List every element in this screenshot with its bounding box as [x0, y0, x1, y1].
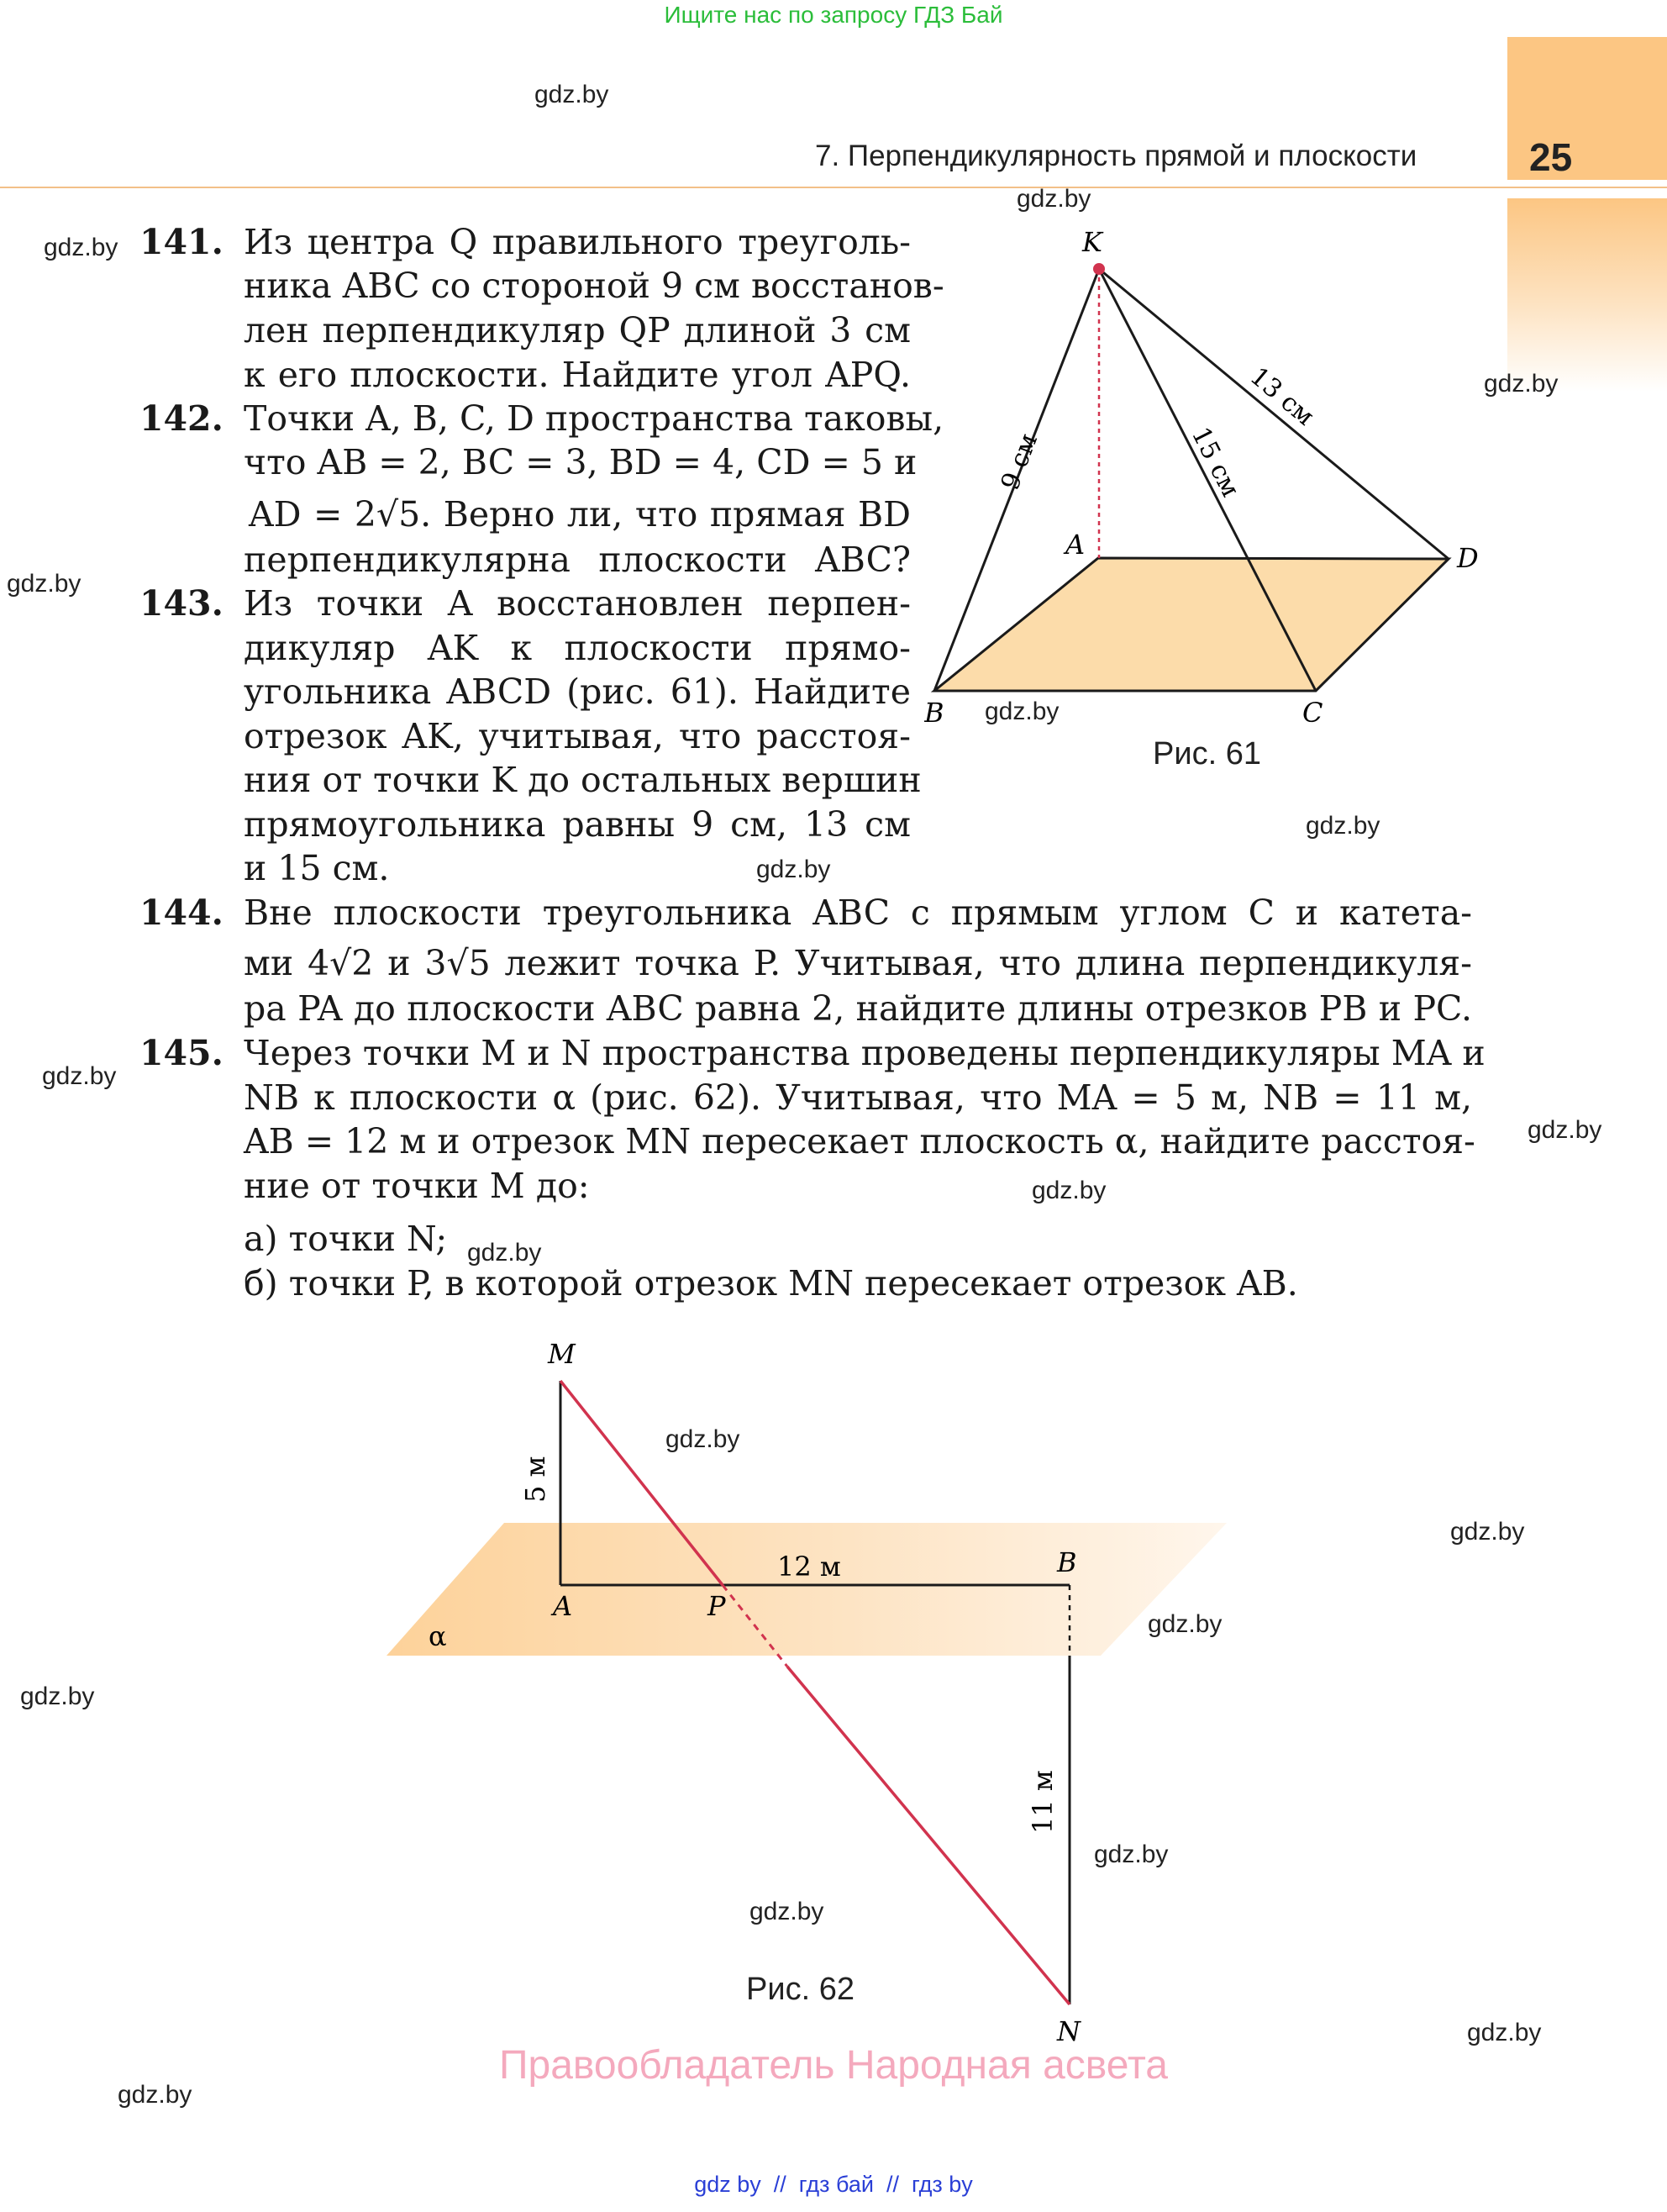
problem-number: 145. [139, 1033, 223, 1073]
problem-text-line: AB = 12 м и отрезок MN пересекает плоскость α, найдите расстоя- [244, 1121, 1475, 1161]
watermark: gdz.by [1148, 1610, 1223, 1638]
label-d: D [1457, 542, 1479, 574]
watermark: gdz.by [534, 81, 609, 108]
label-c: C [1302, 697, 1323, 729]
problem-text-line: лен перпендикуляр QP длиной 3 см [244, 310, 911, 350]
problem-text-line: дикуляр AK к плоскости прямо- [244, 628, 911, 668]
label-edge-kd: 13 см [1244, 361, 1320, 432]
problem-text-line: Вне плоскости треугольника ABC с прямым углом C и катета- [244, 893, 1472, 933]
problem-text-line: ние от точки M до: [244, 1166, 590, 1206]
problem-text-line: ра PA до плоскости ABC равна 2, найдите длины отрезков PB и PC. [244, 988, 1472, 1029]
label-edge-ma: 5 м [519, 1456, 551, 1503]
label-b: B [1057, 1546, 1077, 1578]
label-n: N [1057, 2015, 1081, 2047]
figure-62-caption: Рис. 62 [746, 1972, 855, 2007]
watermark: gdz.by [1017, 185, 1091, 213]
label-edge-kb: 9 см [995, 429, 1044, 494]
watermark: gdz.by [20, 1683, 95, 1710]
watermark: gdz.by [756, 856, 831, 883]
problem-text-line: отрезок AK, учитывая, что расстоя- [244, 716, 911, 756]
problem-number: 143. [139, 583, 223, 624]
watermark: gdz.by [665, 1425, 740, 1453]
label-m: M [548, 1338, 576, 1370]
label-edge-bn: 11 м [1027, 1770, 1059, 1834]
subquestion-a: а) точки N; [244, 1219, 448, 1259]
problem-number: 141. [139, 222, 223, 262]
watermark: gdz.by [44, 234, 118, 261]
watermark: gdz.by [749, 1898, 824, 1925]
chapter-title: 7. Перпендикулярность прямой и плоскости [815, 140, 1417, 172]
watermark: gdz.by [1484, 370, 1559, 398]
problem-text-line: прямоугольника равны 9 см, 13 см [244, 804, 911, 845]
label-alpha: α [429, 1620, 447, 1652]
label-a: A [553, 1590, 573, 1622]
subquestion-b: б) точки P, в которой отрезок MN пересекает отрезок AB. [244, 1263, 1298, 1304]
rectangle-abcd [934, 558, 1449, 691]
problem-text-line: Через точки M и N пространства проведены перпендикуляры MA и [244, 1033, 1486, 1073]
label-edge-kc: 15 см [1185, 422, 1245, 502]
label-p: P [707, 1590, 726, 1622]
figure-61-caption: Рис. 61 [1153, 736, 1261, 772]
watermark: gdz.by [7, 570, 82, 598]
header-divider [0, 187, 1667, 188]
edge-kd [1099, 269, 1449, 559]
page-number: 25 [1529, 135, 1573, 179]
problem-text-line: Из центра Q правильного треуголь- [244, 222, 911, 262]
watermark: gdz.by [985, 698, 1060, 725]
problem-text-line: NB к плоскости α (рис. 62). Учитывая, что MA = 5 м, NB = 11 м, [244, 1077, 1472, 1118]
watermark: gdz.by [1528, 1116, 1602, 1144]
watermark: gdz.by [42, 1062, 117, 1090]
label-edge-ab: 12 м [777, 1551, 841, 1583]
point-k-dot [1093, 263, 1105, 275]
segment-mn-lower [787, 1667, 1070, 2004]
page-corner-fade [1507, 198, 1667, 392]
problem-text-line: и 15 см. [244, 848, 390, 888]
watermark: gdz.by [1306, 812, 1380, 840]
problem-text-line: ния от точки K до остальных вершин [244, 760, 922, 800]
label-b: B [924, 697, 944, 729]
watermark: gdz.by [1450, 1518, 1525, 1546]
watermark: gdz.by [1094, 1841, 1169, 1868]
footer-links[interactable]: gdz by // гдз бай // гдз by [694, 2172, 973, 2197]
watermark: gdz.by [1032, 1177, 1107, 1204]
problem-number: 144. [139, 893, 223, 933]
plane-alpha [387, 1523, 1227, 1656]
problem-text-line: Из точки A восстановлен перпен- [244, 583, 911, 624]
watermark: gdz.by [467, 1239, 542, 1267]
problem-text-line: перпендикулярна плоскости ABC? [244, 540, 911, 580]
top-banner[interactable]: Ищите нас по запросу ГДЗ Бай [664, 2, 1003, 28]
problem-text-line: к его плоскости. Найдите угол APQ. [244, 355, 911, 395]
problem-number: 142. [139, 398, 223, 439]
label-k: K [1082, 226, 1102, 258]
label-a: A [1065, 529, 1086, 561]
watermark: gdz.by [1467, 2019, 1542, 2046]
problem-text-line: ника ABC со стороной 9 см восстанов- [244, 266, 944, 306]
problem-text-line: что AB = 2, BC = 3, BD = 4, CD = 5 и [244, 442, 918, 482]
figure-62 [370, 1319, 1244, 2076]
problem-text-line: Точки A, B, C, D пространства таковы, [244, 398, 944, 439]
problem-text-line: AD = 2√5. Верно ли, что прямая BD [249, 494, 911, 535]
copyright-notice: Правообладатель Народная асвета [499, 2043, 1168, 2088]
problem-text-line: ми 4√2 и 3√5 лежит точка P. Учитывая, что длина перпендикуля- [244, 943, 1472, 983]
watermark: gdz.by [118, 2081, 192, 2109]
figure-61 [924, 214, 1496, 786]
problem-text-line: угольника ABCD (рис. 61). Найдите [244, 672, 911, 712]
